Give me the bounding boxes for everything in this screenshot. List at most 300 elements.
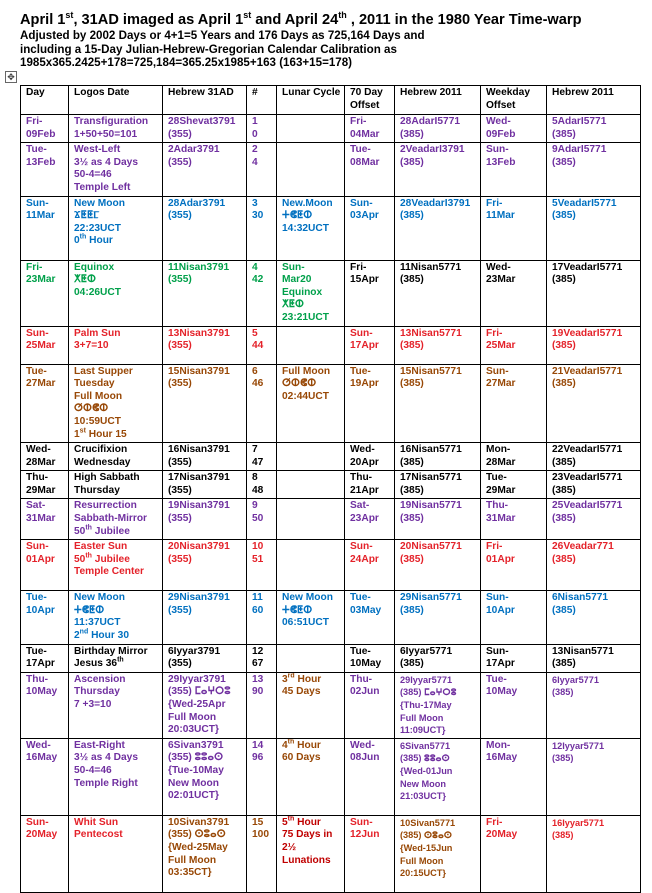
- cell-line: Fri-: [486, 816, 503, 828]
- cell-logos-date: [69, 115, 163, 143]
- cell-line: Whit Sun: [74, 816, 119, 828]
- cell-line: Resurrection: [74, 500, 137, 512]
- cell-line: Thu-: [350, 673, 373, 685]
- cell-lunar-cycle: [277, 143, 345, 196]
- cell-line: 11:09UCT}: [400, 725, 446, 736]
- cell-line: New Moon: [400, 778, 446, 789]
- cell-line: 3: [252, 197, 258, 209]
- table-body: [21, 115, 641, 893]
- cell-hebrew-2011-b: [547, 540, 641, 591]
- cell-line: Temple Right: [74, 777, 138, 789]
- cell-line: 27Mar: [486, 378, 516, 390]
- cell-line: 100: [252, 829, 269, 841]
- cell-line: 6Iyyar5771: [400, 645, 453, 657]
- cell-lunar-cycle: [277, 815, 345, 892]
- cell-line: (385): [400, 210, 424, 222]
- cell-line: Lunations: [282, 854, 331, 866]
- table-move-handle-icon[interactable]: ✥: [5, 71, 17, 83]
- table-row: [21, 591, 641, 644]
- cell-line: 14: [252, 739, 264, 751]
- cell-line: 09Feb: [486, 128, 516, 140]
- cell-logos-date: [69, 143, 163, 196]
- cell-line: 19VeadarI5771: [552, 327, 623, 339]
- cell-line: (355): [168, 456, 192, 468]
- cell-hebrew-2011: [395, 540, 481, 591]
- cell-line: Tue-: [486, 673, 507, 685]
- cell-line: New Moon: [74, 592, 125, 604]
- cell-70-day-offset: [345, 326, 395, 364]
- cell-line: 2nd Hour 30: [74, 628, 129, 642]
- cell-line: (385): [400, 128, 424, 140]
- cell-line: 23Apr: [350, 513, 379, 525]
- cell-line: (355): [168, 604, 192, 616]
- cell-line: 46: [252, 378, 264, 390]
- table-row: [21, 672, 641, 738]
- cell-line: 7: [252, 444, 258, 456]
- cell-70-day-offset: [345, 364, 395, 443]
- table-row: [21, 499, 641, 540]
- cell-line: 01Apr: [486, 553, 515, 565]
- cell-hebrew-31ad: [163, 326, 247, 364]
- cell-70-day-offset: [345, 815, 395, 892]
- cell-hebrew-31ad: [163, 540, 247, 591]
- cell-line: 10Apr: [486, 604, 515, 616]
- cell-line: Tue-: [350, 365, 371, 377]
- cell-line: 02:01UCT}: [168, 790, 219, 802]
- cell-line: 67: [252, 658, 264, 670]
- title-part-2: , 31AD imaged as April 1: [73, 12, 244, 28]
- cell-line: 6: [252, 365, 258, 377]
- cell-hebrew-2011: [395, 143, 481, 196]
- cell-line: 0: [252, 128, 258, 140]
- table-row: [21, 540, 641, 591]
- cell-line: (355): [168, 210, 192, 222]
- cell-line: Tue-: [486, 472, 507, 484]
- cell-hebrew-2011-b: [547, 815, 641, 892]
- cell-number: [247, 143, 277, 196]
- cell-line: 7 +3=10: [74, 699, 112, 710]
- cell-line: 10May: [350, 658, 382, 670]
- cell-line: 1: [252, 116, 258, 127]
- cell-line: 15Nisan5771: [400, 365, 462, 377]
- cell-logos-date: [69, 540, 163, 591]
- cell-line: (355): [168, 340, 192, 352]
- cell-line: 17Apr: [350, 340, 379, 352]
- cell-line: (385): [400, 456, 424, 468]
- cell-line: Sabbath-Mirror: [74, 513, 148, 525]
- cell-line: 20May: [486, 829, 518, 841]
- cell-line: 15: [252, 816, 264, 828]
- cell-line: Sun-: [486, 144, 509, 156]
- cell-line: (355): [168, 378, 192, 390]
- cell-hebrew-31ad: [163, 260, 247, 326]
- cell-hebrew-2011: [395, 591, 481, 644]
- cell-lunar-cycle: [277, 196, 345, 260]
- cell-hebrew-2011-b: [547, 196, 641, 260]
- cell-weekday-offset: [481, 260, 547, 326]
- cell-line: (355): [168, 484, 192, 496]
- cell-line: 13Feb: [486, 156, 516, 168]
- cell-line: 6Nisan5771: [552, 592, 609, 604]
- cell-line: 10Sivan5771: [400, 817, 456, 828]
- cell-line: 29Mar: [486, 484, 516, 496]
- cell-line: 19Nisan5771: [400, 500, 462, 512]
- table-header-row: [21, 86, 641, 115]
- cell-line: 17Apr: [486, 658, 515, 670]
- cell-number: [247, 672, 277, 738]
- cell-hebrew-31ad: [163, 644, 247, 672]
- cell-line: Ascension: [74, 673, 126, 685]
- cell-line: (385): [552, 456, 576, 468]
- cell-line: Sun-: [350, 327, 373, 339]
- table-row: [21, 815, 641, 892]
- cell-line: 17Nisan5771: [400, 472, 462, 484]
- calendar-table: [20, 85, 641, 893]
- subtitle-line: Adjusted by 2002 Days or 4+1=5 Years and 176 Days as 725,164 Days and: [20, 29, 425, 42]
- cell-hebrew-2011: [395, 115, 481, 143]
- cell-line: Fri-: [26, 116, 43, 127]
- cell-number: [247, 815, 277, 892]
- cell-hebrew-2011-b: [547, 260, 641, 326]
- cell-line: 10May: [26, 686, 58, 698]
- cell-line: 3+7=10: [74, 340, 109, 352]
- cell-line: 17Apr: [26, 658, 55, 670]
- cell-line: 50-4=46: [74, 764, 112, 776]
- cell-line: Sun-: [486, 592, 509, 604]
- cell-lunar-cycle: [277, 115, 345, 143]
- cell-weekday-offset: [481, 326, 547, 364]
- cell-line: Full Moon: [168, 711, 217, 723]
- cell-lunar-cycle: [277, 672, 345, 738]
- cell-line: 28Shevat3791: [168, 116, 236, 127]
- cell-line: 22VeadarI5771: [552, 444, 623, 456]
- cell-hebrew-2011: [395, 672, 481, 738]
- cell-line: 42: [252, 274, 264, 286]
- cell-lunar-cycle: [277, 591, 345, 644]
- cell-line: (385): [400, 553, 424, 565]
- cell-line: Sun-: [26, 197, 49, 209]
- cell-hebrew-2011-b: [547, 672, 641, 738]
- cell-line: 2½: [282, 841, 297, 853]
- cell-hebrew-2011: [395, 196, 481, 260]
- cell-hebrew-31ad: [163, 738, 247, 815]
- cell-line: 2Adar3791: [168, 144, 220, 156]
- cell-line: 60 Days: [282, 752, 321, 764]
- title-sup-3: th: [338, 10, 347, 21]
- cell-line: 06:51UCT: [282, 617, 329, 629]
- cell-line: ϪⵟⵟⳞ: [74, 210, 100, 222]
- cell-number: [247, 644, 277, 672]
- cell-line: Sun-: [486, 645, 509, 657]
- cell-logos-date: [69, 499, 163, 540]
- cell-number: [247, 591, 277, 644]
- cell-line: Tue-: [26, 645, 47, 657]
- cell-line: Palm Sun: [74, 327, 121, 339]
- cell-hebrew-2011: [395, 738, 481, 815]
- cell-line: Crucifixion: [74, 444, 128, 456]
- cell-70-day-offset: [345, 260, 395, 326]
- cell-weekday-offset: [481, 738, 547, 815]
- cell-weekday-offset: [481, 443, 547, 471]
- cell-line: 20May: [26, 829, 58, 841]
- document-title: [20, 12, 582, 28]
- cell-day: [21, 364, 69, 443]
- cell-line: 60: [252, 604, 264, 616]
- table-row: [21, 644, 641, 672]
- cell-line: 19Nisan3791: [168, 500, 230, 512]
- cell-line: 31Mar: [486, 513, 516, 525]
- cell-line: ⵜⵞⵟⵀ: [282, 604, 313, 616]
- cell-line: 3½ as 4 Days: [74, 752, 139, 764]
- cell-day: [21, 644, 69, 672]
- cell-day: [21, 672, 69, 738]
- cell-line: 28VeadarI3791: [400, 197, 471, 209]
- cell-line: ⵚⵀⵞⵀ: [282, 378, 317, 390]
- cell-line: (385): [400, 274, 424, 286]
- cell-line: Sun-: [282, 261, 305, 273]
- cell-line: 2: [252, 144, 258, 156]
- cell-70-day-offset: [345, 591, 395, 644]
- cell-line: 3rd Hour: [282, 672, 322, 685]
- cell-line: 6Iyyar3791: [168, 645, 221, 657]
- cell-line: 22:23UCT: [74, 222, 121, 234]
- cell-line: Full Moon: [400, 855, 444, 866]
- table-row: [21, 143, 641, 196]
- cell-line: 25Mar: [486, 340, 516, 352]
- cell-line: Wed-: [486, 116, 511, 127]
- cell-day: [21, 115, 69, 143]
- cell-line: {Wed-25Apr: [168, 699, 226, 710]
- cell-hebrew-2011-b: [547, 443, 641, 471]
- column-header-logos-date: Logos Date: [69, 86, 163, 115]
- cell-logos-date: [69, 471, 163, 499]
- cell-line: {Thu-17May: [400, 700, 452, 710]
- cell-line: 11Mar: [26, 210, 55, 222]
- cell-line: 50: [252, 513, 264, 525]
- cell-line: Full Moon: [400, 712, 444, 723]
- title-part-3: and April 24: [251, 12, 339, 28]
- cell-line: Mon-: [486, 739, 511, 751]
- cell-line: (355): [168, 274, 192, 286]
- cell-day: [21, 540, 69, 591]
- cell-hebrew-2011-b: [547, 738, 641, 815]
- cell-line: (355) ⵙⵓⴰⵙ: [168, 829, 226, 841]
- cell-70-day-offset: [345, 143, 395, 196]
- cell-logos-date: [69, 815, 163, 892]
- title-sup-1: st: [65, 10, 74, 21]
- cell-line: 12: [252, 645, 264, 657]
- cell-line: Mar20: [282, 274, 312, 286]
- cell-line: 16May: [486, 752, 518, 764]
- cell-line: 16Iyyar5771: [552, 817, 605, 828]
- cell-line: (385) ⵓⵓⴰⵙ: [400, 753, 450, 764]
- cell-line: Tue-: [26, 592, 47, 604]
- cell-weekday-offset: [481, 499, 547, 540]
- cell-day: [21, 738, 69, 815]
- cell-hebrew-31ad: [163, 115, 247, 143]
- cell-line: Tuesday: [74, 378, 115, 390]
- cell-line: (385): [400, 604, 424, 616]
- cell-line: 11Nisan3791: [168, 261, 230, 273]
- cell-line: 01Apr: [26, 553, 55, 565]
- cell-logos-date: [69, 738, 163, 815]
- cell-line: Sun-: [26, 541, 49, 553]
- cell-line: Tue-: [26, 144, 47, 156]
- cell-line: (385): [552, 156, 576, 168]
- cell-line: 16Nisan5771: [400, 444, 462, 456]
- cell-line: Sun-: [26, 816, 49, 828]
- cell-hebrew-2011: [395, 815, 481, 892]
- cell-line: Easter Sun: [74, 541, 128, 553]
- cell-line: (385): [400, 378, 424, 390]
- title-part-4: , 2011 in the 1980 Year Time-warp: [346, 12, 582, 28]
- cell-number: [247, 115, 277, 143]
- cell-line: 50th Jubilee: [74, 524, 130, 537]
- cell-line: Fri-: [486, 541, 503, 553]
- cell-day: [21, 443, 69, 471]
- cell-line: 25VeadarI5771: [552, 500, 623, 512]
- cell-line: 11:37UCT: [74, 617, 121, 629]
- cell-hebrew-2011-b: [547, 143, 641, 196]
- cell-lunar-cycle: [277, 364, 345, 443]
- cell-line: (385): [400, 658, 424, 670]
- cell-line: Sun-: [350, 541, 373, 553]
- cell-line: 4th Hour: [282, 738, 321, 751]
- cell-70-day-offset: [345, 115, 395, 143]
- cell-line: Full Moon: [168, 854, 217, 866]
- cell-line: 0th Hour: [74, 233, 113, 247]
- cell-line: (385): [552, 830, 574, 841]
- cell-line: Sat-: [26, 500, 46, 512]
- cell-line: 20Apr: [350, 456, 379, 468]
- cell-number: [247, 540, 277, 591]
- cell-line: Fri-: [26, 261, 43, 273]
- cell-hebrew-2011: [395, 364, 481, 443]
- cell-line: 21:03UCT}: [400, 791, 446, 802]
- cell-70-day-offset: [345, 644, 395, 672]
- cell-line: Last Supper: [74, 365, 133, 377]
- cell-line: Full Moon: [74, 390, 123, 402]
- cell-70-day-offset: [345, 738, 395, 815]
- table-row: [21, 443, 641, 471]
- cell-line: 16May: [26, 752, 58, 764]
- cell-weekday-offset: [481, 196, 547, 260]
- cell-day: [21, 499, 69, 540]
- cell-line: 44: [252, 340, 264, 352]
- cell-hebrew-31ad: [163, 196, 247, 260]
- cell-70-day-offset: [345, 672, 395, 738]
- cell-line: 03May: [350, 604, 382, 616]
- cell-line: Sat-: [350, 500, 370, 512]
- cell-line: 11: [252, 592, 263, 604]
- cell-line: 11Mar: [486, 210, 515, 222]
- cell-logos-date: [69, 443, 163, 471]
- cell-line: (385): [552, 604, 576, 616]
- cell-line: Fri-: [350, 116, 367, 127]
- cell-line: 29Iyyar3791: [168, 673, 226, 685]
- cell-line: Thu-: [486, 500, 509, 512]
- cell-number: [247, 471, 277, 499]
- cell-line: 21Apr: [350, 484, 379, 496]
- cell-line: (385): [552, 513, 576, 525]
- cell-70-day-offset: [345, 196, 395, 260]
- cell-line: ⵜⵞⵟⵀ: [74, 604, 105, 616]
- cell-hebrew-2011-b: [547, 471, 641, 499]
- cell-line: Sun-: [486, 365, 509, 377]
- cell-line: Thu-: [26, 472, 49, 484]
- cell-line: 25Mar: [26, 340, 56, 352]
- cell-line: 23VeadarI5771: [552, 472, 623, 484]
- cell-line: 5AdarI5771: [552, 116, 607, 127]
- cell-line: 13Nisan5771: [552, 645, 614, 657]
- cell-number: [247, 364, 277, 443]
- cell-line: East-Right: [74, 739, 125, 751]
- cell-line: 29Nisan5771: [400, 592, 462, 604]
- cell-line: 51: [252, 553, 264, 565]
- cell-line: (385): [400, 513, 424, 525]
- cell-line: High Sabbath: [74, 472, 140, 484]
- cell-weekday-offset: [481, 143, 547, 196]
- cell-line: Full Moon: [282, 365, 331, 377]
- cell-line: 19Apr: [350, 378, 379, 390]
- cell-line: {Tue-10May: [168, 764, 224, 776]
- cell-line: Wed-: [486, 261, 511, 273]
- cell-line: 90: [252, 686, 264, 698]
- cell-line: Birthday Mirror: [74, 645, 148, 657]
- cell-line: Fri-: [350, 261, 367, 273]
- cell-line: Temple Left: [74, 181, 131, 193]
- document-subtitle: [20, 29, 645, 70]
- table-row: [21, 196, 641, 260]
- cell-line: 23:21UCT: [282, 311, 329, 323]
- cell-line: 17Nisan3791: [168, 472, 230, 484]
- cell-line: Thu-: [26, 673, 49, 685]
- title-part-1: April 1: [20, 12, 66, 28]
- cell-line: 3½ as 4 Days: [74, 156, 139, 168]
- cell-line: 50th Jubilee: [74, 552, 130, 565]
- cell-logos-date: [69, 260, 163, 326]
- cell-logos-date: [69, 591, 163, 644]
- cell-line: (385): [552, 553, 576, 565]
- column-header-hebrew-31ad: Hebrew 31AD: [163, 86, 247, 115]
- cell-line: Tue-: [350, 645, 371, 657]
- cell-line: Sun-: [350, 816, 373, 828]
- cell-line: Pentecost: [74, 829, 123, 841]
- cell-line: 9AdarI5771: [552, 144, 607, 156]
- cell-line: 5VeadarI5771: [552, 197, 617, 209]
- cell-weekday-offset: [481, 644, 547, 672]
- cell-line: 2VeadarI3791: [400, 144, 465, 156]
- table-row: [21, 364, 641, 443]
- cell-line: 10:59UCT: [74, 415, 121, 427]
- cell-lunar-cycle: [277, 738, 345, 815]
- cell-line: 1+50+50=101: [74, 128, 138, 140]
- cell-line: New Moon: [282, 592, 333, 604]
- cell-line: 10Apr: [26, 604, 55, 616]
- cell-line: Wed-: [350, 444, 375, 456]
- cell-line: (385): [552, 753, 574, 764]
- cell-line: 20Nisan3791: [168, 541, 230, 553]
- cell-line: 12Jun: [350, 829, 380, 841]
- table-row: [21, 260, 641, 326]
- cell-hebrew-2011-b: [547, 591, 641, 644]
- subtitle-line: 1985x365.2425+178=725,184=365.25x1985+163 (163+15=178): [20, 56, 353, 70]
- cell-day: [21, 260, 69, 326]
- cell-lunar-cycle: [277, 540, 345, 591]
- cell-line: Thu-: [350, 472, 373, 484]
- cell-line: ⵅⵟⵀ: [74, 274, 97, 286]
- cell-day: [21, 815, 69, 892]
